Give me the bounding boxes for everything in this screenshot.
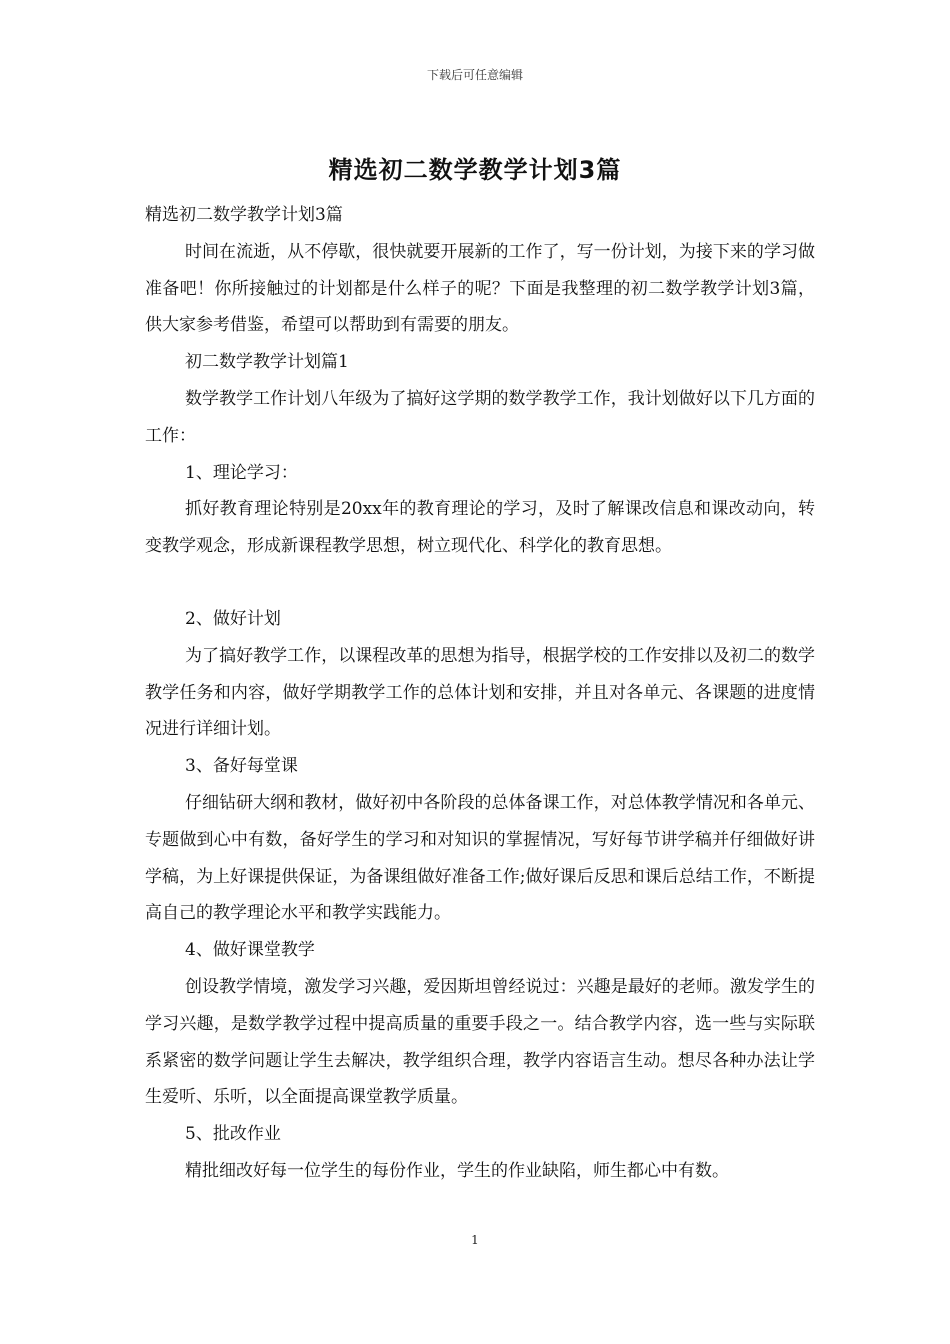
paragraph: 仔细钻研大纲和教材，做好初中各阶段的总体备课工作，对总体教学情况和各单元、专题做到心中有数，备好学生的学习和对知识的掌握情况，写好每节讲学稿并仔细做好讲学稿，为上好课提供保证，为备课组做好准备工作;做好课后反思和课后总结工作，不断提高自己的教学理论水平和教学实践能力。: [145, 792, 815, 924]
paragraph: 精选初二数学教学计划3篇: [145, 205, 343, 225]
paragraph: 抓好教育理论特别是20xx年的教育理论的学习，及时了解课改信息和课改动向，转变教学观念，形成新课程教学思想，树立现代化、科学化的教育思想。: [145, 499, 815, 557]
document-body: [145, 197, 815, 1190]
paragraph: 数学教学工作计划八年级为了搞好这学期的数学教学工作，我计划做好以下几方面的工作：: [145, 388, 815, 446]
paragraph: 精批细改好每一位学生的每份作业，学生的作业缺陷，师生都心中有数。: [185, 1160, 729, 1181]
page-number: 1: [471, 1233, 479, 1247]
section-heading: 1、理论学习：: [185, 462, 298, 483]
section-heading: 初二数学教学计划篇1: [185, 352, 349, 373]
section-heading: 2、做好计划: [185, 608, 281, 629]
page-header: 下载后可任意编辑: [426, 68, 523, 82]
section-heading: 5、批改作业: [185, 1124, 281, 1145]
blank-line: [145, 565, 815, 601]
document-title: 精选初二数学教学计划3篇: [328, 156, 622, 184]
paragraph: 创设教学情境，激发学习兴趣，爱因斯坦曾经说过：兴趣是最好的老师。激发学生的学习兴趣，是数学教学过程中提高质量的重要手段之一。结合教学内容，选一些与实际联系紧密的数学问题让学生去解决，教学组织合理，教学内容语言生动。想尽各种办法让学生爱听、乐听，以全面提高课堂教学质量。: [145, 976, 815, 1108]
paragraph: 为了搞好教学工作，以课程改革的思想为指导，根据学校的工作安排以及初二的数学教学任务和内容，做好学期教学工作的总体计划和安排，并且对各单元、各课题的进度情况进行详细计划。: [145, 645, 815, 740]
section-heading: 4、做好课堂教学: [185, 940, 315, 961]
section-heading: 3、备好每堂课: [185, 756, 298, 777]
paragraph: 时间在流逝，从不停歇，很快就要开展新的工作了，写一份计划，为接下来的学习做准备吧！你所接触过的计划都是什么样子的呢？下面是我整理的初二数学教学计划3篇，供大家参考借鉴，希望可以帮助到有需要的朋友。: [145, 241, 815, 336]
